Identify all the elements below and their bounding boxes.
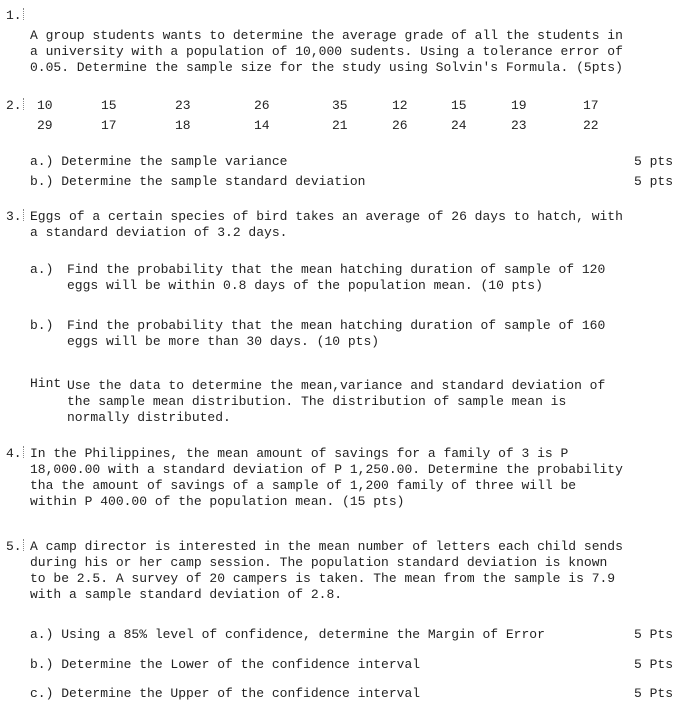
question-4-line-1: In the Philippines, the mean amount of savings for a family of 3 is P <box>30 446 569 461</box>
question-5-line-2: during his or her camp session. The population standard deviation is known <box>30 555 608 570</box>
hint-label: Hint <box>30 376 62 391</box>
question-5-line-1: A camp director is interested in the mean number of letters each child sends <box>30 539 623 554</box>
data-value: 21 <box>332 118 348 133</box>
question-3b-line-1: Find the probability that the mean hatching duration of sample of 160 <box>67 318 606 333</box>
data-value: 10 <box>37 98 53 113</box>
question-1-number: 1. <box>6 8 22 23</box>
hint-line-1: Use the data to determine the mean,variance and standard deviation of <box>67 378 606 393</box>
data-value: 22 <box>583 118 599 133</box>
data-value: 18 <box>175 118 191 133</box>
data-value: 26 <box>392 118 408 133</box>
question-5-line-4: with a sample standard deviation of 2.8. <box>30 587 343 602</box>
hint-line-2: the sample mean distribution. The distribution of sample mean is <box>67 394 567 409</box>
data-value: 29 <box>37 118 53 133</box>
data-value: 23 <box>511 118 527 133</box>
data-value: 17 <box>583 98 599 113</box>
data-value: 17 <box>101 118 117 133</box>
question-5c-label: c.) Determine the Upper of the confidence interval <box>30 686 421 701</box>
question-5-number: 5. <box>6 539 22 554</box>
question-3b-marker: b.) <box>30 318 54 333</box>
question-5c-points: 5 Pts <box>634 686 674 701</box>
question-3a-line-1: Find the probability that the mean hatching duration of sample of 120 <box>67 262 606 277</box>
hint-line-3: normally distributed. <box>67 410 231 425</box>
data-value: 19 <box>511 98 527 113</box>
data-value: 14 <box>254 118 270 133</box>
data-value: 15 <box>101 98 117 113</box>
data-value: 26 <box>254 98 270 113</box>
question-2a-points: 5 pts <box>634 154 674 169</box>
question-1-line-3: 0.05. Determine the sample size for the study using Solvin's Formula. (5pts) <box>30 60 623 75</box>
question-3-line-1: Eggs of a certain species of bird takes an average of 26 days to hatch, with <box>30 209 623 224</box>
question-1-line-2: a university with a population of 10,000 sudents. Using a tolerance error of <box>30 44 623 59</box>
question-3a-line-2: eggs will be within 0.8 days of the population mean. (10 pts) <box>67 278 543 293</box>
question-5-line-3: to be 2.5. A survey of 20 campers is taken. The mean from the sample is 7.9 <box>30 571 616 586</box>
data-value: 12 <box>392 98 408 113</box>
question-1-line-1: A group students wants to determine the average grade of all the students in <box>30 28 623 43</box>
question-3b-line-2: eggs will be more than 30 days. (10 pts) <box>67 334 380 349</box>
question-5b-points: 5 Pts <box>634 657 674 672</box>
question-3-line-2: a standard deviation of 3.2 days. <box>30 225 288 240</box>
data-value: 15 <box>451 98 467 113</box>
data-value: 24 <box>451 118 467 133</box>
question-5a-label: a.) Using a 85% level of confidence, determine the Margin of Error <box>30 627 545 642</box>
question-3-number: 3. <box>6 209 22 224</box>
question-4-line-2: 18,000.00 with a standard deviation of P 1,250.00. Determine the probability <box>30 462 623 477</box>
question-2-number: 2. <box>6 98 22 113</box>
data-value: 35 <box>332 98 348 113</box>
question-3a-marker: a.) <box>30 262 54 277</box>
question-2b-label: b.) Determine the sample standard deviation <box>30 174 366 189</box>
data-value: 23 <box>175 98 191 113</box>
question-4-number: 4. <box>6 446 22 461</box>
question-5a-points: 5 Pts <box>634 627 674 642</box>
question-4-line-3: tha the amount of savings of a sample of 1,200 family of three will be <box>30 478 577 493</box>
question-4-line-4: within P 400.00 of the population mean. (15 pts) <box>30 494 405 509</box>
question-2b-points: 5 pts <box>634 174 674 189</box>
question-5b-label: b.) Determine the Lower of the confidence interval <box>30 657 421 672</box>
question-2a-label: a.) Determine the sample variance <box>30 154 288 169</box>
